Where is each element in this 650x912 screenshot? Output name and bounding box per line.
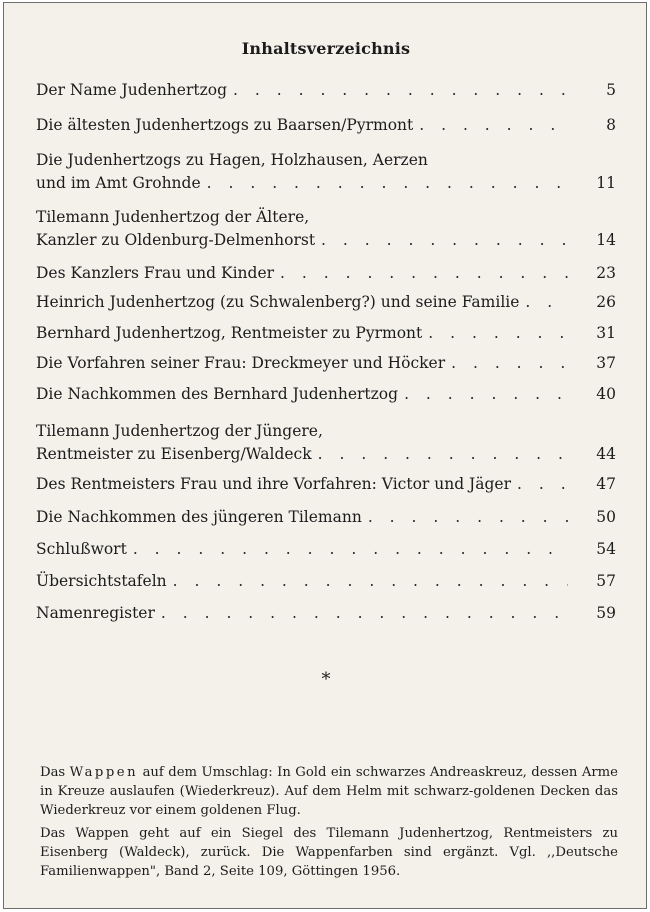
toc-entry-page-number: 59	[596, 604, 616, 622]
toc-entry-line	[36, 172, 616, 195]
toc-entry-page-number: 47	[596, 475, 616, 493]
toc-entry-line	[36, 229, 616, 252]
toc-entry-title: Namenregister	[36, 604, 155, 622]
toc-entry-page-number: 57	[596, 572, 616, 590]
toc-entry-page-number: 31	[596, 324, 616, 342]
toc-entry-line	[36, 473, 616, 496]
toc-entry-page-number: 23	[596, 264, 616, 282]
dot-leader	[525, 291, 568, 314]
toc-entry	[36, 538, 616, 561]
coat-of-arms-note	[40, 763, 618, 885]
toc-entry	[36, 114, 616, 137]
dot-leader	[173, 570, 568, 593]
toc-entry-line	[36, 443, 616, 466]
toc-entry-page-number: 14	[596, 231, 616, 249]
toc-entry-line	[36, 79, 616, 102]
dot-leader	[368, 506, 568, 529]
toc-entry-page-number: 26	[596, 293, 616, 311]
toc-entry-title: Übersichtstafeln	[36, 572, 167, 590]
note-lead: Das	[40, 765, 66, 780]
toc-entry	[36, 149, 616, 195]
note-emphasis: Wappen	[69, 765, 139, 780]
toc-entry-title: Die Vorfahren seiner Frau: Dreckmeyer und Höcker	[36, 354, 446, 372]
dot-leader	[280, 262, 568, 285]
dot-leader	[207, 172, 568, 195]
toc-entry-line	[36, 352, 616, 375]
toc-entry-page-number: 37	[596, 354, 616, 372]
toc-entry-page-number: 54	[596, 540, 616, 558]
toc-entry-title: Die Nachkommen des Bernhard Judenhertzog	[36, 385, 399, 403]
toc-entry	[36, 79, 616, 102]
dot-leader	[404, 383, 568, 406]
note-text: auf dem Umschlag: In Gold ein schwarzes Andreaskreuz, dessen Arme in Kreuze auslaufen (Wiederkreuz). Auf dem Helm mit schwarz-goldenen Decken das Wiederkreuz vor einem goldenen Flug.	[40, 765, 618, 818]
toc-entry-line	[36, 291, 616, 314]
toc-entry-page-number: 44	[596, 445, 616, 463]
toc-entry-title: und im Amt Grohnde	[36, 174, 201, 192]
dot-leader	[321, 229, 568, 252]
dot-leader	[161, 602, 568, 625]
toc-entry-title: Rentmeister zu Eisenberg/Waldeck	[36, 445, 312, 463]
toc-entry-line	[36, 602, 616, 625]
toc-entry	[36, 291, 616, 314]
toc-entry-title: Der Name Judenhertzog	[36, 81, 228, 99]
dot-leader	[419, 114, 568, 137]
toc-entry-line	[36, 114, 616, 137]
toc-entry-title-line: Tilemann Judenhertzog der Ältere,	[36, 208, 310, 226]
toc-entry-line	[36, 506, 616, 529]
toc-entry-title: Bernhard Judenhertzog, Rentmeister zu Pyrmont	[36, 324, 423, 342]
dot-leader	[318, 443, 568, 466]
toc-entry	[36, 262, 616, 285]
toc-entry-page-number: 5	[606, 81, 616, 99]
toc-entry	[36, 570, 616, 593]
dot-leader	[233, 79, 568, 102]
toc-entry-title: Die Nachkommen des jüngeren Tilemann	[36, 508, 362, 526]
toc-entry-title: Kanzler zu Oldenburg-Delmenhorst	[36, 231, 316, 249]
toc-entry	[36, 473, 616, 496]
toc-entry-page-number: 40	[596, 385, 616, 403]
toc-entry-title: Heinrich Judenhertzog (zu Schwalenberg?) und seine Familie	[36, 293, 520, 311]
document-page	[3, 2, 647, 909]
toc-entry-line	[36, 322, 616, 345]
note-paragraph-2: Das Wappen geht auf ein Siegel des Tilemann Judenhertzog, Rentmeisters zu Eisenberg (Waldeck), zurück. Die Wappenfarben sind ergänzt. Vgl. ,,Deutsche Familienwappen", Band 2, Seite 109, Göttingen 1956.	[40, 826, 618, 879]
page-title: Inhaltsverzeichnis	[241, 39, 411, 58]
dot-leader	[133, 538, 568, 561]
toc-entry-page-number: 11	[596, 174, 616, 192]
toc-entry-title: Schlußwort	[36, 540, 127, 558]
toc-entry-line	[36, 570, 616, 593]
dot-leader	[451, 352, 568, 375]
toc-entry	[36, 352, 616, 375]
toc-entry-title: Des Kanzlers Frau und Kinder	[36, 264, 275, 282]
toc-entry	[36, 506, 616, 529]
toc-entry-title: Die ältesten Judenhertzogs zu Baarsen/Pyrmont	[36, 116, 414, 134]
dot-leader	[428, 322, 568, 345]
note-paragraph-1	[40, 763, 618, 820]
toc-entry-title: Des Rentmeisters Frau und ihre Vorfahren: Victor und Jäger	[36, 475, 512, 493]
toc-entry	[36, 206, 616, 252]
toc-entry-line	[36, 383, 616, 406]
toc-entry	[36, 602, 616, 625]
toc-entry-page-number: 50	[596, 508, 616, 526]
toc-entry-page-number: 8	[606, 116, 616, 134]
toc-entry	[36, 420, 616, 466]
toc-entry	[36, 383, 616, 406]
toc-entry-title-line: Die Judenhertzogs zu Hagen, Holzhausen, Aerzen	[36, 151, 428, 169]
dot-leader	[517, 473, 568, 496]
toc-entry-title-line: Tilemann Judenhertzog der Jüngere,	[36, 422, 323, 440]
toc-entry-line	[36, 262, 616, 285]
toc-entry	[36, 322, 616, 345]
toc-entry-line	[36, 538, 616, 561]
section-separator: *	[321, 669, 331, 690]
